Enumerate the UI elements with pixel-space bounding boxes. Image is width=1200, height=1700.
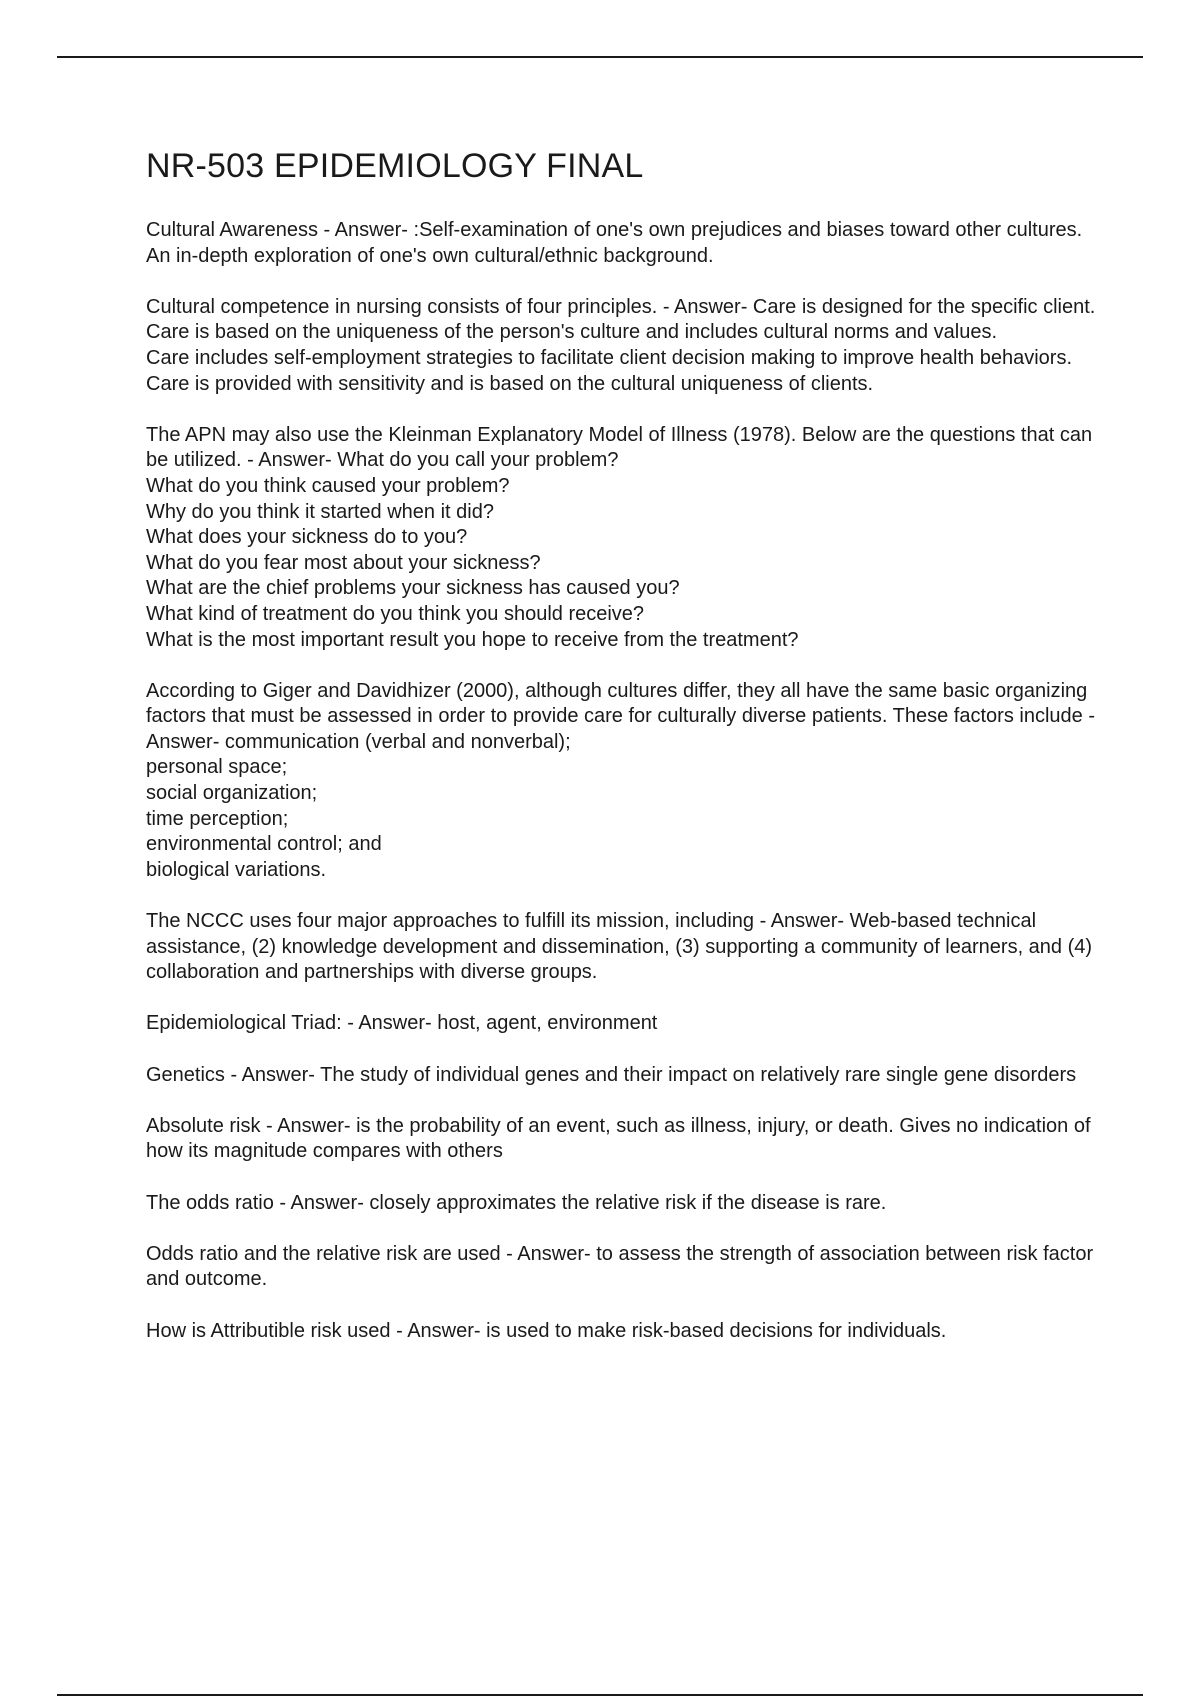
qa-entry-attributable-risk: How is Attributible risk used - Answer- is used to make risk-based decisions for individuals. — [146, 1319, 947, 1342]
qa-entry-nccc-approaches: The NCCC uses four major approaches to fulfill its mission, including - Answer- Web-based technical assistance, (2) knowledge development and dissemination, (3) supporting a community of learners, and (4) collaboration and partnerships with diverse groups. — [146, 910, 1093, 984]
page-title: NR-503 EPIDEMIOLOGY FINAL — [146, 147, 644, 185]
document-body — [146, 142, 1096, 1370]
qa-entry-kleinman-model: The APN may also use the Kleinman Explanatory Model of Illness (1978). Below are the questions that can be utilized. - Answer- What do you call your problem? What do you think caused your problem? Why do you think it started when it did? What does your sickness do to you? What do you fear most about your sickness? What are the chief problems your sickness has caused you? What kind of treatment do you think you should receive? What is the most important result you hope to receive from the treatment? — [146, 423, 1093, 651]
qa-entry-odds-ratio: The odds ratio - Answer- closely approximates the relative risk if the disease is rare. — [146, 1191, 887, 1214]
qa-entry-absolute-risk: Absolute risk - Answer- is the probability of an event, such as illness, injury, or death. Gives no indication of how its magnitude compares with others — [146, 1114, 1091, 1163]
qa-entry-odds-relative-risk: Odds ratio and the relative risk are used - Answer- to assess the strength of association between risk factor and outcome. — [146, 1242, 1094, 1291]
qa-entry-giger-davidhizer: According to Giger and Davidhizer (2000), although cultures differ, they all have the same basic organizing factors that must be assessed in order to provide care for culturally diverse patients. These factors include - Answer- communication (verbal and nonverbal); personal space; social organization; time perception; environmental control; and biological variations. — [146, 679, 1095, 881]
qa-entry-cultural-competence: Cultural competence in nursing consists of four principles. - Answer- Care is designed for the specific client. Care is based on the uniqueness of the person's culture and includes cultural norms and values. Care includes self-employment strategies to facilitate client decision making to improve health behaviors. Care is provided with sensitivity and is based on the cultural uniqueness of clients. — [146, 295, 1096, 395]
top-divider — [57, 56, 1143, 58]
qa-entry-cultural-awareness: Cultural Awareness - Answer- :Self-examination of one's own prejudices and biases toward other cultures. An in-depth exploration of one's own cultural/ethnic background. — [146, 219, 1083, 267]
bottom-divider — [57, 1694, 1143, 1696]
qa-entry-epidemiological-triad: Epidemiological Triad: - Answer- host, agent, environment — [146, 1012, 658, 1035]
qa-entry-genetics: Genetics - Answer- The study of individual genes and their impact on relatively rare single gene disorders — [146, 1063, 1077, 1086]
